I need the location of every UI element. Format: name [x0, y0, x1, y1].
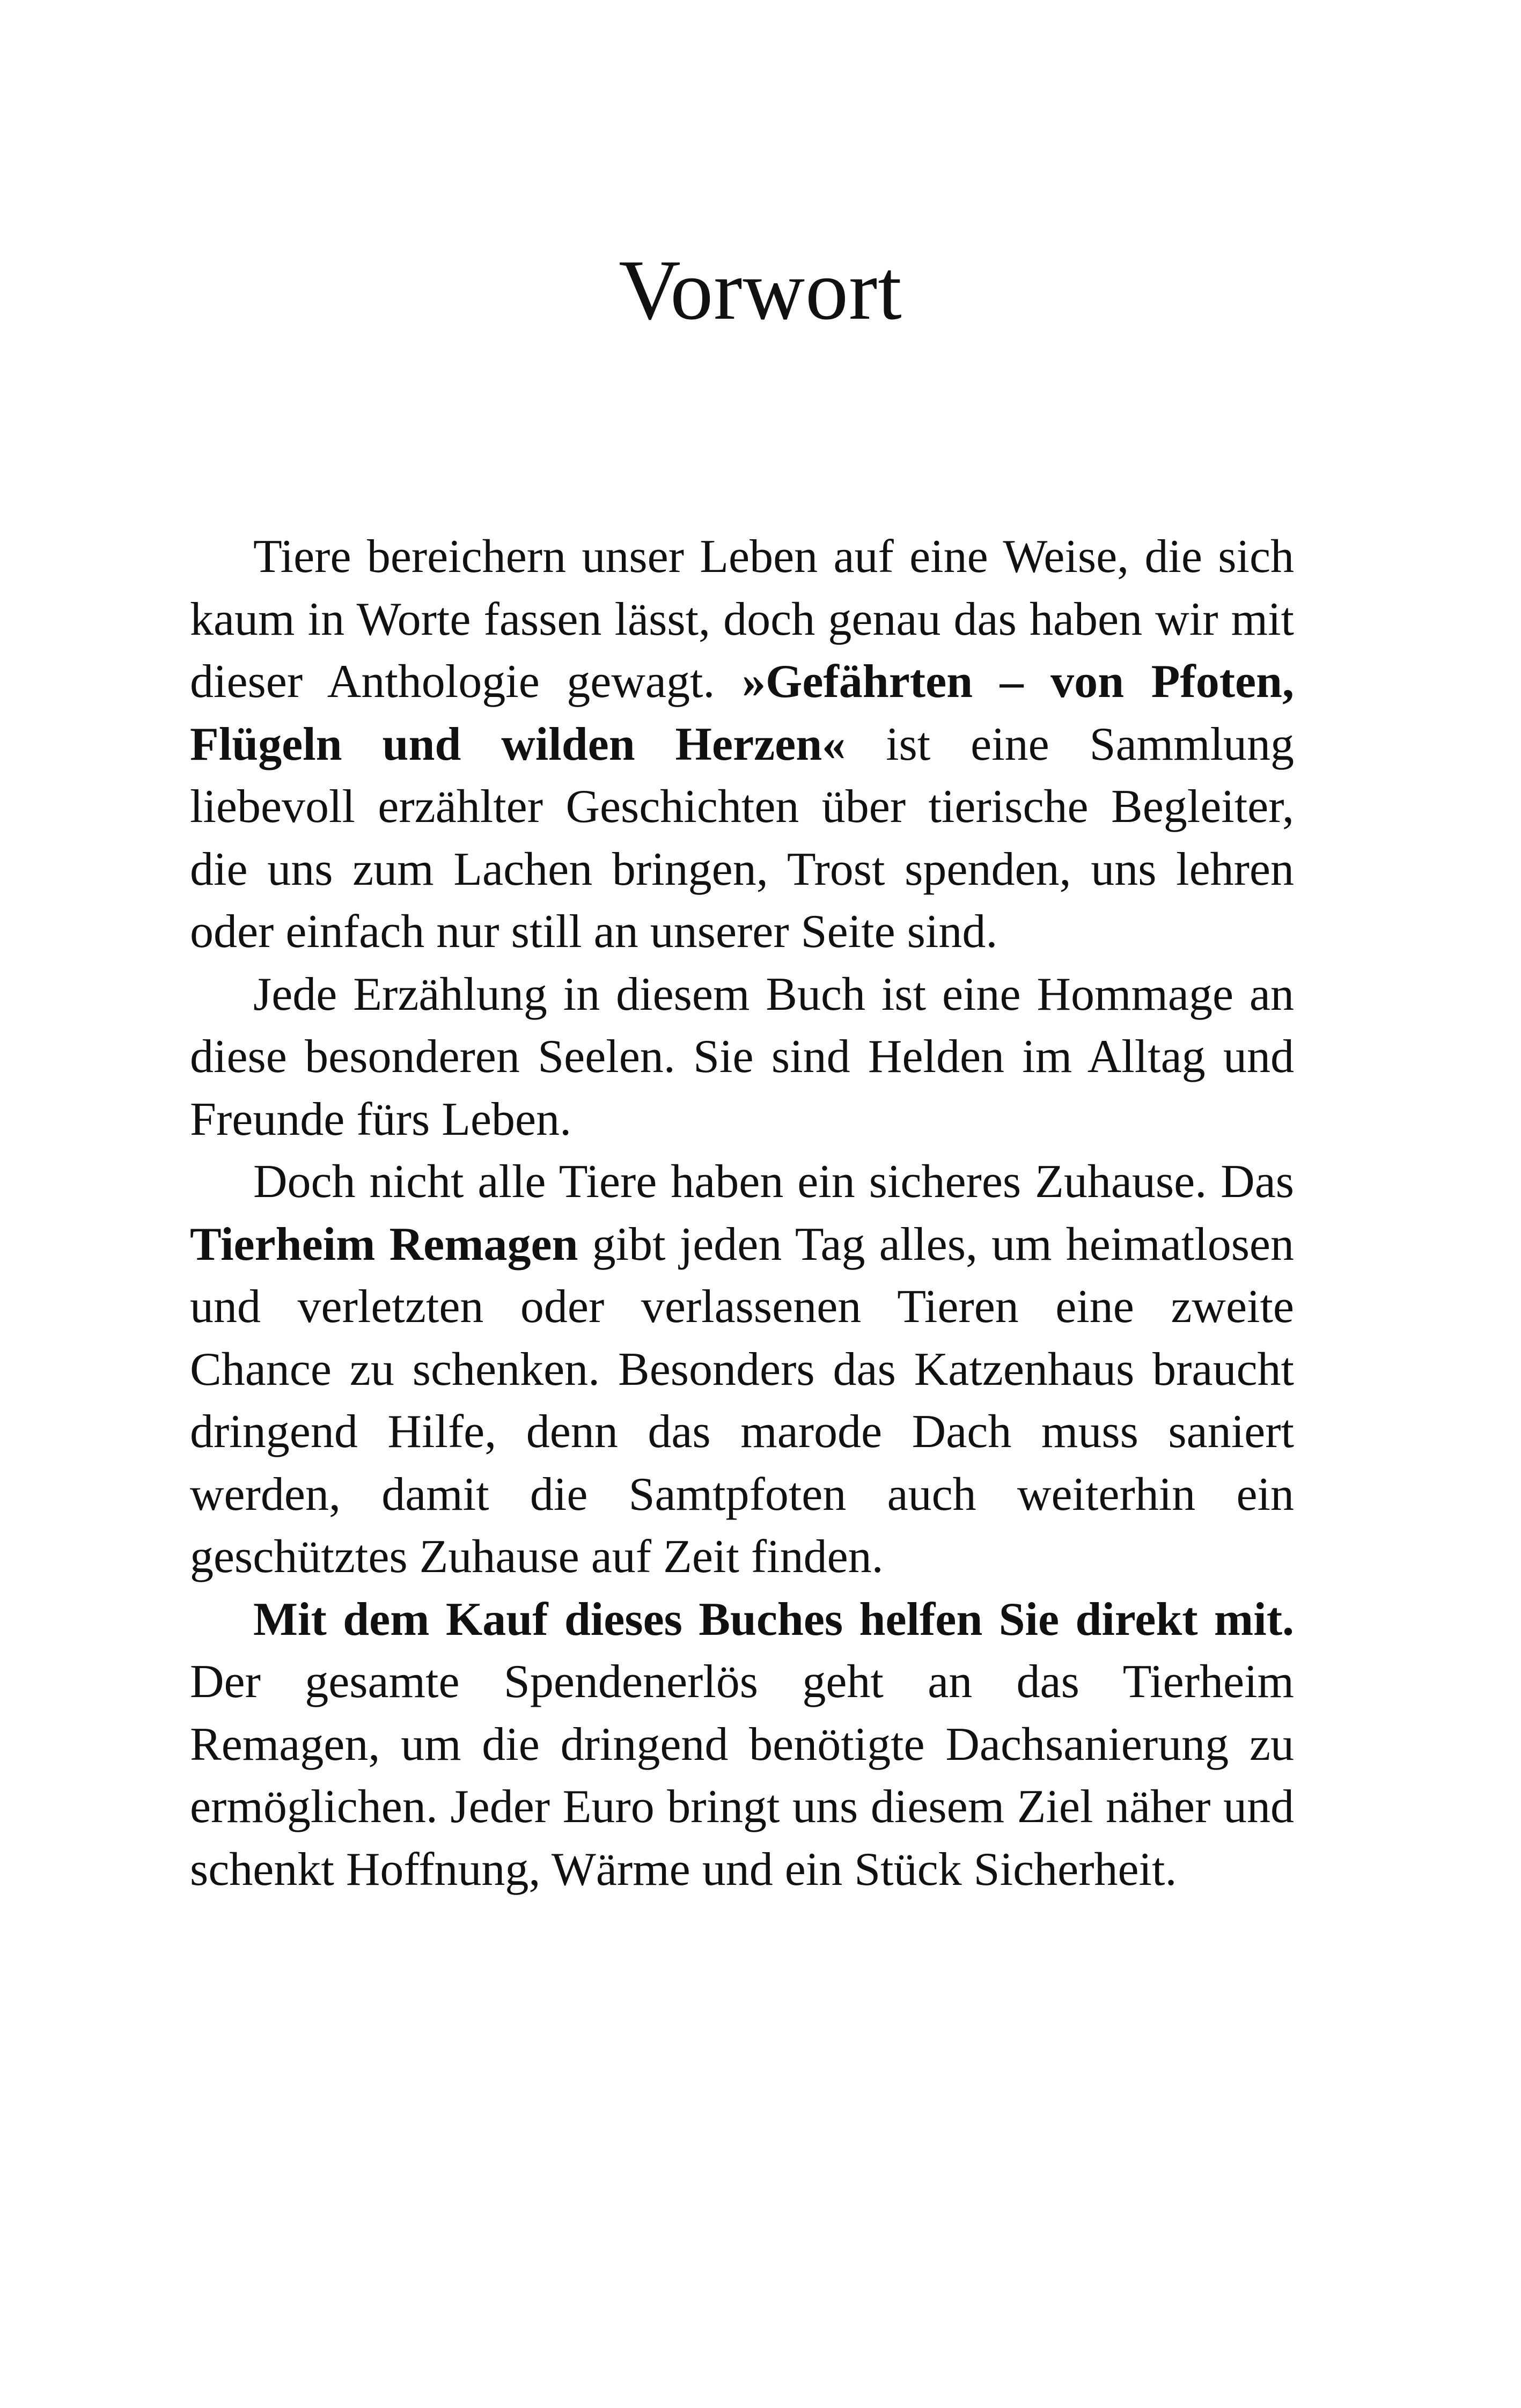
paragraph-4: [190, 1589, 1294, 1902]
foreword-body: [190, 526, 1294, 1901]
shelter-name-emphasis: Tierheim Remagen: [190, 1218, 578, 1271]
paragraph-3-text-a: Doch nicht alle Tiere haben ein sicheres Zuhause. Das: [253, 1156, 1294, 1208]
paragraph-1-text-a: Tiere bereichern unser Leben auf eine Weise, die sich kaum in Worte fassen lässt, doch genau das haben wir mit dieser Anthologie gewagt.: [190, 531, 1294, 708]
paragraph-3: [190, 1151, 1294, 1589]
paragraph-3-text-b: gibt jeden Tag alles, um heimatlosen und verletzten oder verlassenen Tieren eine zweite Chance zu schenken. Besonders das Katzenhaus braucht dringend Hilfe, denn das marode Dach muss saniert werden, damit die Samtpfoten auch weiterhin ein geschütztes Zuhause auf Zeit finden.: [190, 1218, 1294, 1583]
call-to-action-emphasis: Mit dem Kauf dieses Buches helfen Sie direkt mit.: [253, 1593, 1294, 1646]
chapter-title: Vorwort: [619, 242, 902, 337]
paragraph-2: Jede Erzählung in diesem Buch ist eine Hommage an diese besonderen Seelen. Sie sind Helden im Alltag und Freunde fürs Leben.: [190, 968, 1294, 1146]
paragraph-1-text-b: ist eine Sammlung liebevoll erzählter Geschichten über tierische Begleiter, die uns zum Lachen bringen, Trost spenden, uns lehren oder einfach nur still an unserer Seite sind.: [190, 718, 1294, 958]
book-title-emphasis: »Gefährten – von Pfoten, Flügeln und wilden Herzen«: [190, 656, 1294, 770]
paragraph-4-text-b: Der gesamte Spendenerlös geht an das Tierheim Remagen, um die dringend benötigte Dachsanierung zu ermöglichen. Jeder Euro bringt uns diesem Ziel näher und schenkt Hoffnung, Wärme und ein Stück Sicherheit.: [190, 1656, 1294, 1896]
paragraph-1: [190, 526, 1294, 964]
